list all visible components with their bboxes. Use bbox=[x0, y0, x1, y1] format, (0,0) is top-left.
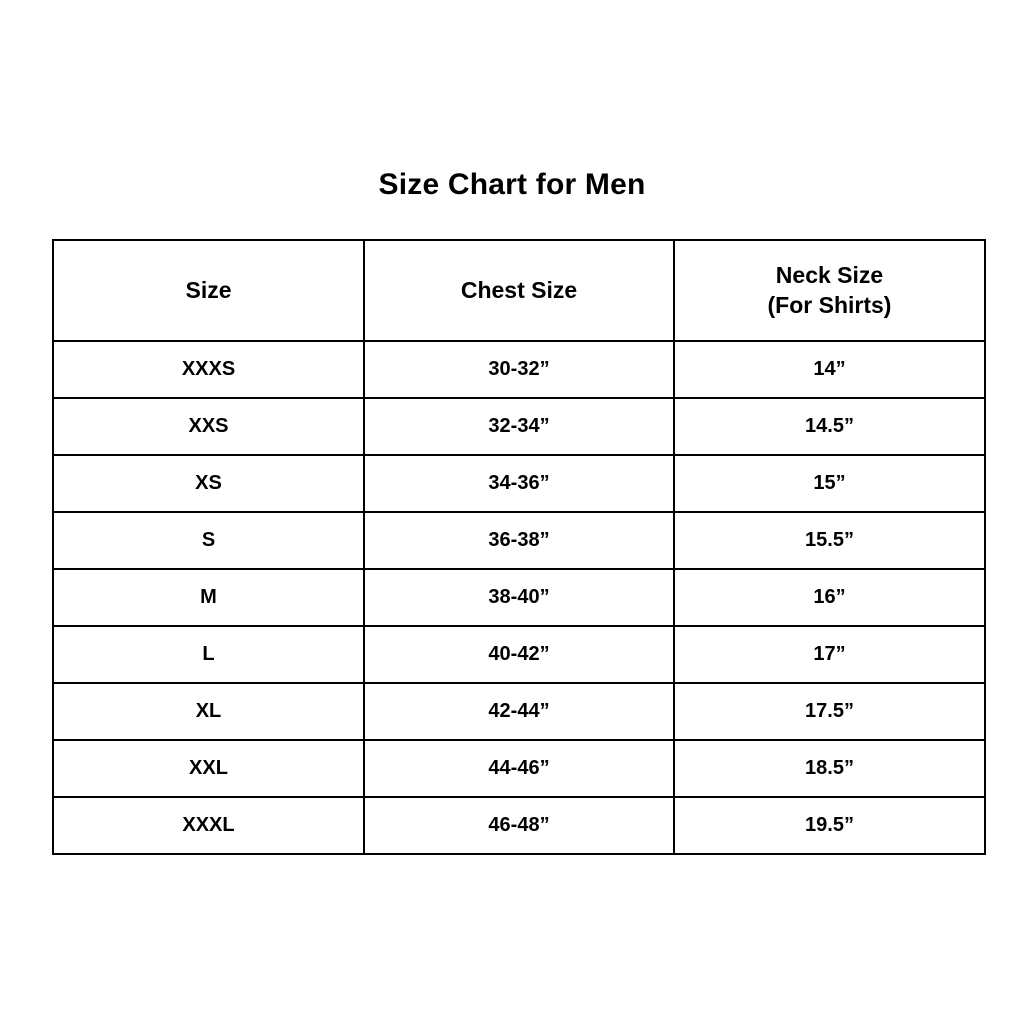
cell-size: L bbox=[53, 626, 364, 683]
cell-size: XXXL bbox=[53, 797, 364, 854]
table-row bbox=[53, 626, 985, 683]
table-row bbox=[53, 797, 985, 854]
cell-chest: 30-32” bbox=[364, 341, 674, 398]
column-header-chest-label: Chest Size bbox=[460, 276, 578, 303]
column-header-neck-label: Neck Size bbox=[775, 261, 884, 288]
cell-chest: 46-48” bbox=[364, 797, 674, 854]
column-header-neck bbox=[674, 240, 985, 341]
cell-chest: 34-36” bbox=[364, 455, 674, 512]
cell-chest: 32-34” bbox=[364, 398, 674, 455]
cell-size: XXXS bbox=[53, 341, 364, 398]
cell-neck: 16” bbox=[674, 569, 985, 626]
table-row bbox=[53, 740, 985, 797]
cell-size: XL bbox=[53, 683, 364, 740]
cell-chest: 44-46” bbox=[364, 740, 674, 797]
column-header-size-label: Size bbox=[185, 276, 232, 303]
size-chart-table bbox=[52, 239, 986, 855]
table-row bbox=[53, 398, 985, 455]
cell-chest: 36-38” bbox=[364, 512, 674, 569]
column-header-size bbox=[53, 240, 364, 341]
table-row bbox=[53, 341, 985, 398]
cell-neck: 15.5” bbox=[674, 512, 985, 569]
cell-neck: 17.5” bbox=[674, 683, 985, 740]
page-title: Size Chart for Men bbox=[378, 168, 646, 201]
table-body bbox=[53, 341, 985, 854]
cell-size: XS bbox=[53, 455, 364, 512]
column-header-neck-sublabel: (For Shirts) bbox=[767, 291, 892, 318]
cell-neck: 17” bbox=[674, 626, 985, 683]
cell-neck: 15” bbox=[674, 455, 985, 512]
cell-size: XXL bbox=[53, 740, 364, 797]
table-row bbox=[53, 569, 985, 626]
cell-chest: 42-44” bbox=[364, 683, 674, 740]
cell-neck: 19.5” bbox=[674, 797, 985, 854]
table-row bbox=[53, 512, 985, 569]
cell-size: M bbox=[53, 569, 364, 626]
cell-neck: 18.5” bbox=[674, 740, 985, 797]
column-header-chest bbox=[364, 240, 674, 341]
cell-size: XXS bbox=[53, 398, 364, 455]
cell-chest: 38-40” bbox=[364, 569, 674, 626]
cell-size: S bbox=[53, 512, 364, 569]
cell-neck: 14.5” bbox=[674, 398, 985, 455]
table-row bbox=[53, 455, 985, 512]
table-header-row bbox=[53, 240, 985, 341]
cell-chest: 40-42” bbox=[364, 626, 674, 683]
table-row bbox=[53, 683, 985, 740]
cell-neck: 14” bbox=[674, 341, 985, 398]
table-header bbox=[53, 240, 985, 341]
